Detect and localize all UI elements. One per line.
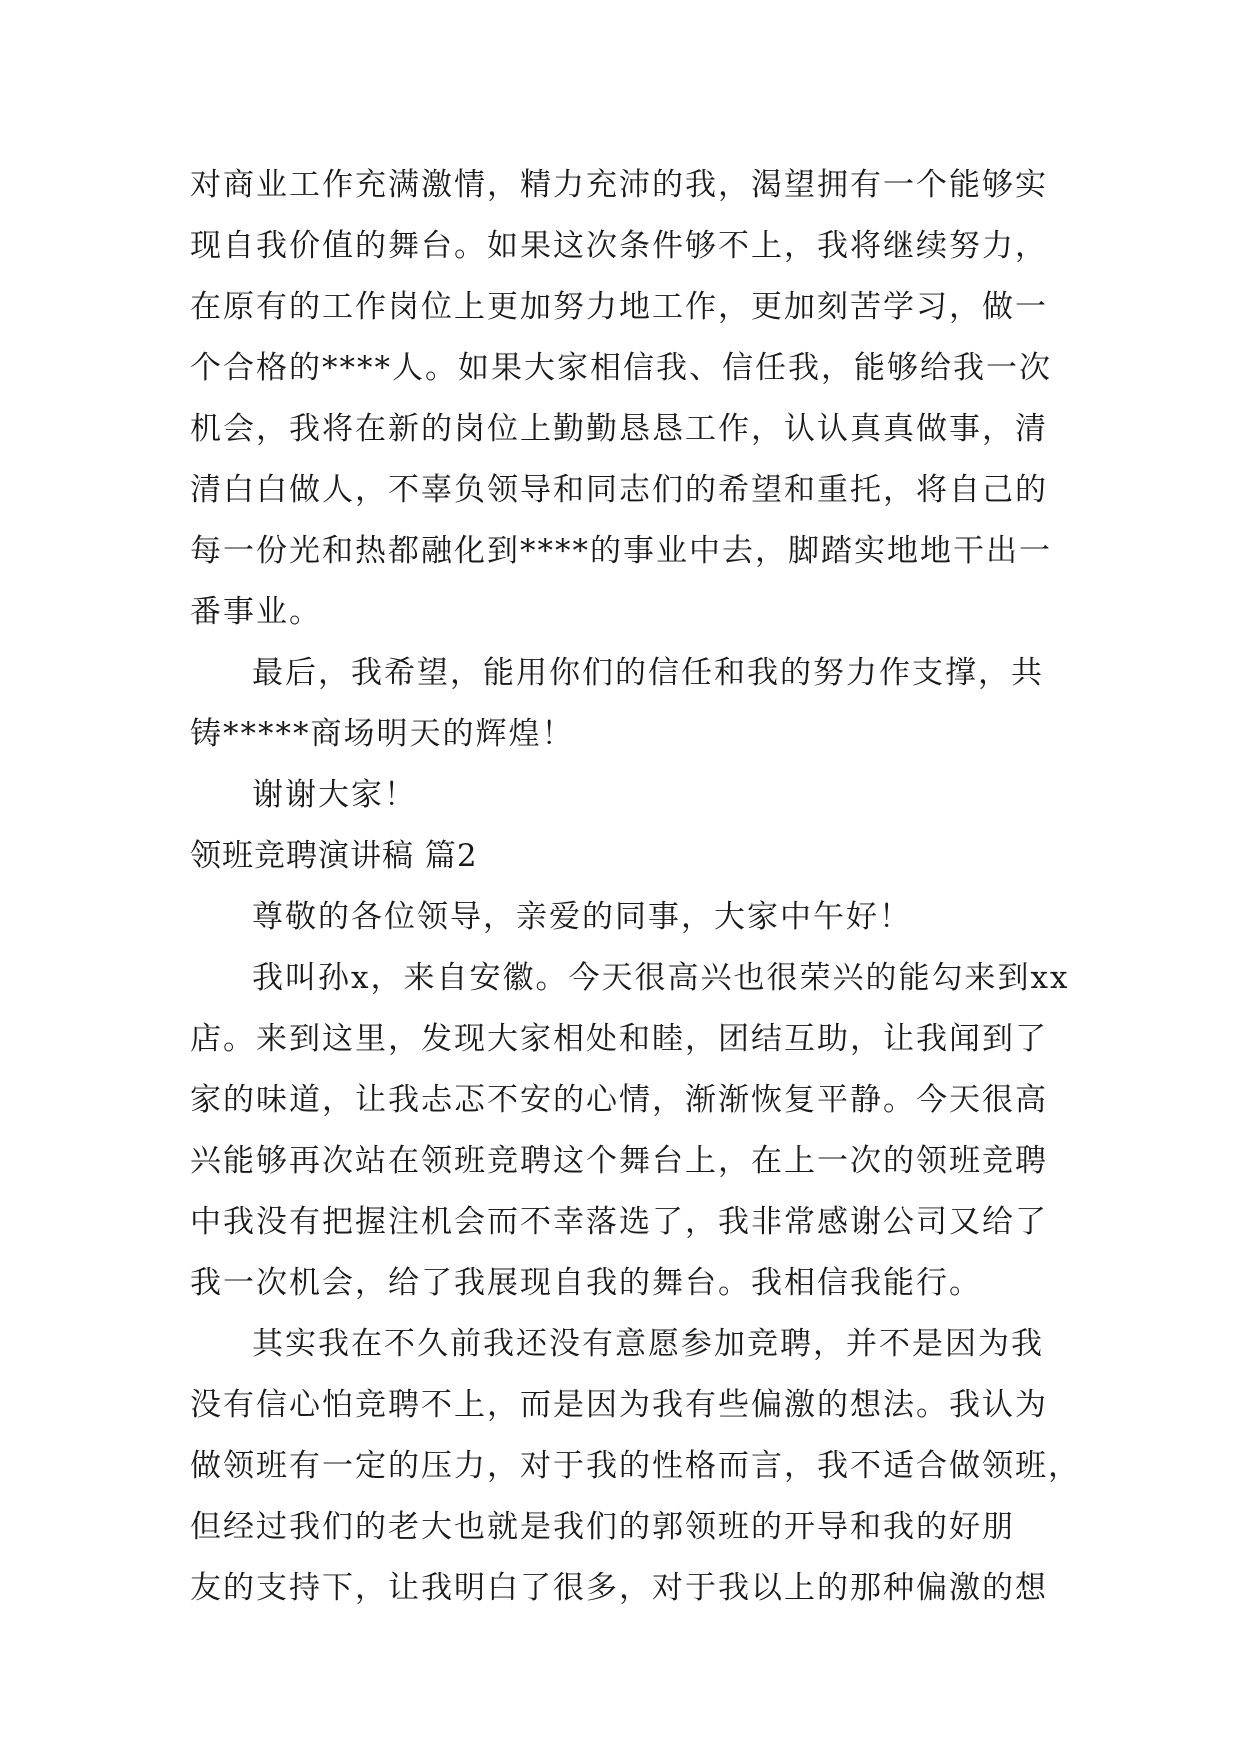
section-heading: 领班竞聘演讲稿 篇2 [190, 838, 478, 874]
paragraph-start-line: 尊敬的各位领导，亲爱的同事，大家中午好！ [252, 899, 912, 935]
text-line: 番事业。 [190, 594, 322, 630]
text-line: 店。来到这里，发现大家相处和睦，团结互助，让我闻到了 [190, 1021, 1048, 1057]
text-line: 中我没有把握注机会而不幸落选了，我非常感谢公司又给了 [190, 1204, 1048, 1240]
text-line: 家的味道，让我忐忑不安的心情，渐渐恢复平静。今天很高 [190, 1082, 1048, 1118]
text-line: 在原有的工作岗位上更加努力地工作，更加刻苦学习，做一 [190, 289, 1048, 325]
paragraph-start-line: 最后，我希望，能用你们的信任和我的努力作支撑，共 [252, 655, 1044, 691]
document-body [190, 155, 1081, 1619]
text-line: 机会，我将在新的岗位上勤勤恳恳工作，认认真真做事，清 [190, 411, 1048, 447]
paragraph-start-line: 其实我在不久前我还没有意愿参加竞聘，并不是因为我 [252, 1326, 1044, 1362]
paragraph-start-line: 我叫孙x，来自安徽。今天很高兴也很荣兴的能勾来到xx [252, 960, 1070, 996]
text-line: 没有信心怕竞聘不上，而是因为我有些偏激的想法。我认为 [190, 1387, 1048, 1423]
text-line: 做领班有一定的压力，对于我的性格而言，我不适合做领班， [190, 1448, 1081, 1484]
text-line: 个合格的****人。如果大家相信我、信任我，能够给我一次 [190, 350, 1052, 386]
text-line: 友的支持下，让我明白了很多，对于我以上的那种偏激的想 [190, 1570, 1048, 1606]
text-line: 但经过我们的老大也就是我们的郭领班的开导和我的好朋 [190, 1509, 1015, 1545]
text-line: 现自我价值的舞台。如果这次条件够不上，我将继续努力， [190, 228, 1048, 264]
text-line: 对商业工作充满激情，精力充沛的我，渴望拥有一个能够实 [190, 167, 1048, 203]
text-line: 每一份光和热都融化到****的事业中去，脚踏实地地干出一 [190, 533, 1052, 569]
text-line: 我一次机会，给了我展现自我的舞台。我相信我能行。 [190, 1265, 982, 1301]
text-line: 清白白做人，不辜负领导和同志们的希望和重托，将自己的 [190, 472, 1048, 508]
paragraph-start-line: 谢谢大家！ [252, 777, 417, 813]
text-line: 铸*****商场明天的辉煌！ [190, 716, 575, 752]
text-line: 兴能够再次站在领班竞聘这个舞台上，在上一次的领班竞聘 [190, 1143, 1048, 1179]
